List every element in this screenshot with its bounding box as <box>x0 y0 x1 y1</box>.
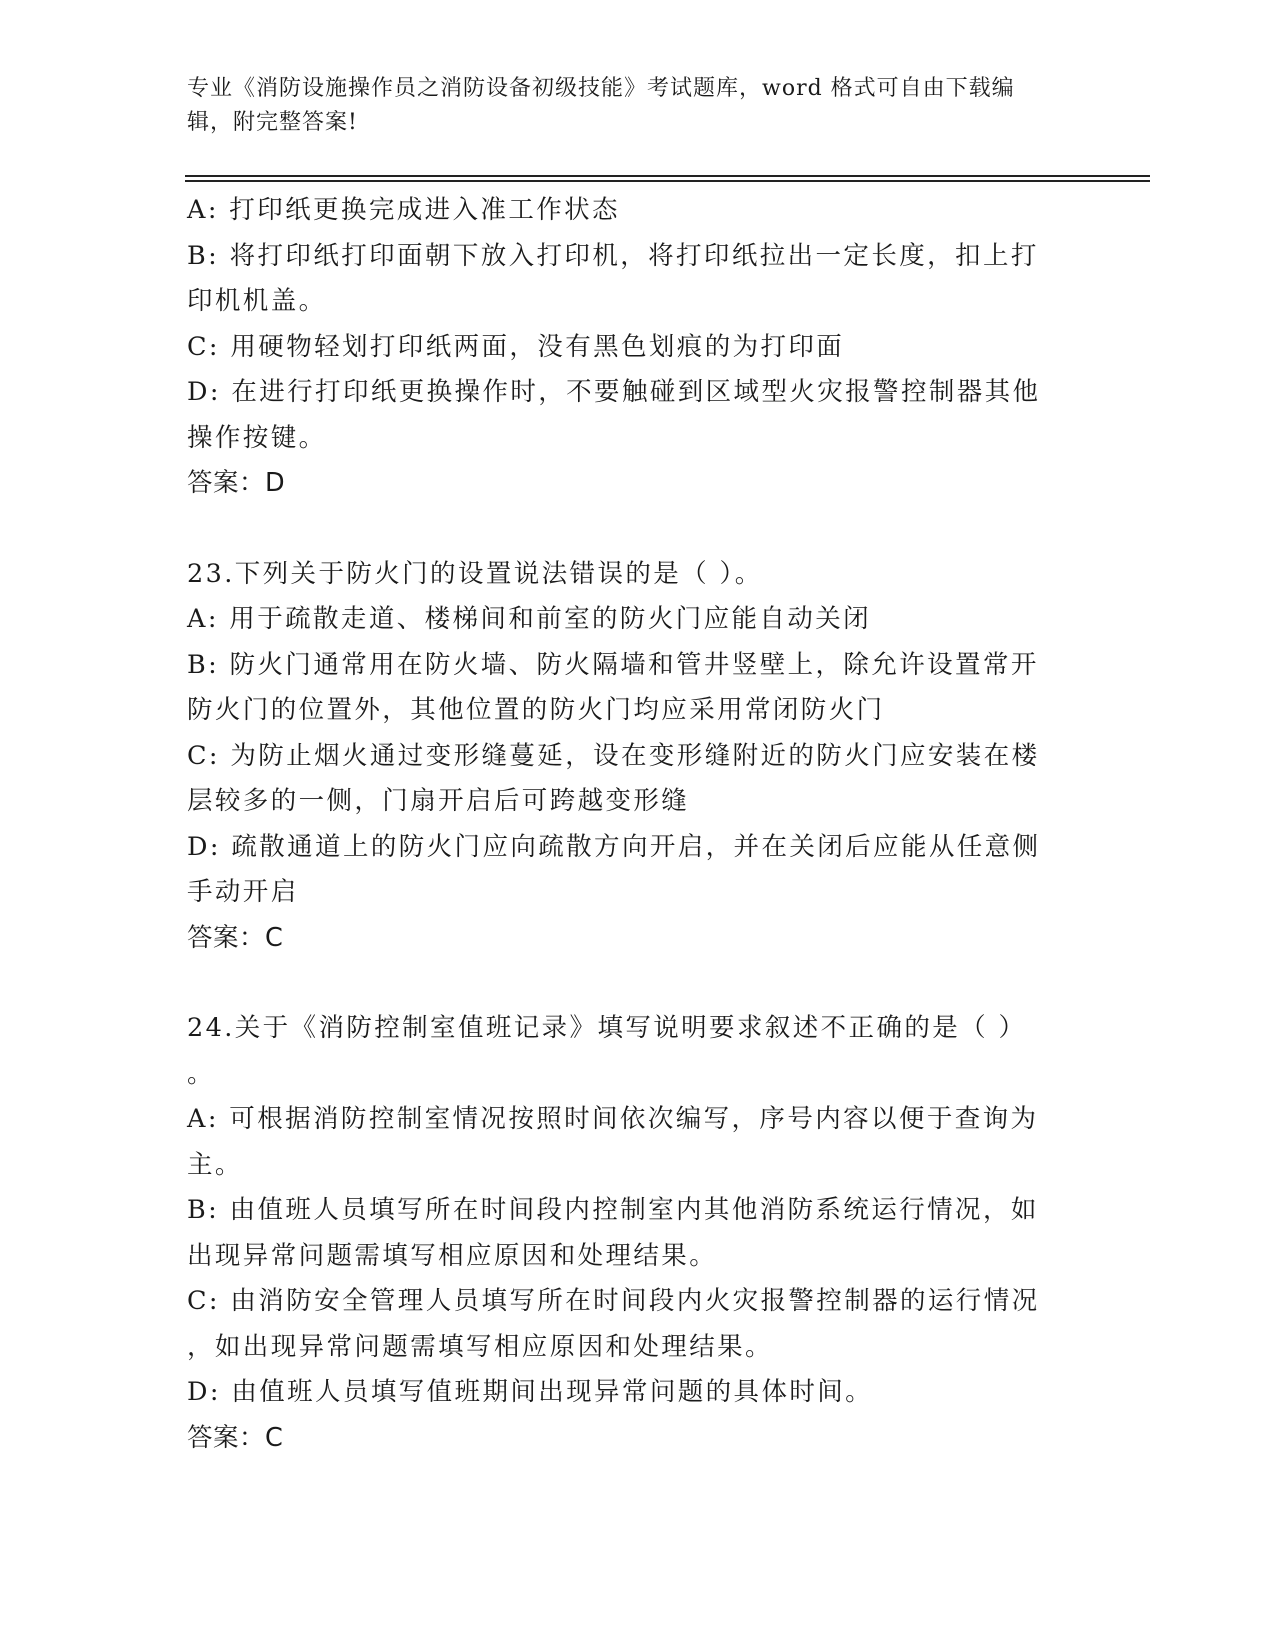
option-b: B: 防火门通常用在防火墙、防火隔墙和管井竖壁上，除允许设置常开 <box>187 649 1039 680</box>
option-a: A: 打印纸更换完成进入准工作状态 <box>187 195 620 225</box>
question-22 <box>187 188 1067 507</box>
option-a: A: 可根据消防控制室情况按照时间依次编写，序号内容以便于查询为 <box>187 1104 1039 1134</box>
option-d: D: 在进行打印纸更换操作时，不要触碰到区域型火灾报警控制器其他 <box>187 377 1041 407</box>
option-b: B: 将打印纸打印面朝下放入打印机，将打印纸拉出一定长度，扣上打 <box>187 240 1039 271</box>
answer: 答案：C <box>187 1422 284 1453</box>
header-divider-bottom <box>185 180 1150 182</box>
question-24 <box>187 1006 1067 1461</box>
option-d: D: 疏散通道上的防火门应向疏散方向开启，并在关闭后应能从任意侧 <box>187 831 1041 862</box>
question-stem: 24.关于《消防控制室值班记录》填写说明要求叙述不正确的是（ ） <box>187 1013 1027 1043</box>
option-a: A: 用于疏散走道、楼梯间和前室的防火门应能自动关闭 <box>187 604 872 634</box>
spacer <box>187 507 1067 552</box>
question-stem-continued: 。 <box>187 1058 215 1089</box>
option-c: C: 为防止烟火通过变形缝蔓延，设在变形缝附近的防火门应安装在楼 <box>187 740 1040 771</box>
option-b-continued: 防火门的位置外，其他位置的防火门均应采用常闭防火门 <box>187 695 885 725</box>
option-d: D: 由值班人员填写值班期间出现异常问题的具体时间。 <box>187 1377 874 1407</box>
option-c: C: 用硬物轻划打印纸两面，没有黑色划痕的为打印面 <box>187 331 845 362</box>
header-line-1: 专业《消防设施操作员之消防设备初级技能》考试题库，word 格式可自由下载编 <box>187 76 1015 101</box>
question-content <box>187 188 1067 1461</box>
question-stem: 23.下列关于防火门的设置说法错误的是（ ）。 <box>187 558 763 589</box>
option-c-continued: 层较多的一侧，门扇开启后可跨越变形缝 <box>187 786 690 816</box>
option-c: C: 由消防安全管理人员填写所在时间段内火灾报警控制器的运行情况 <box>187 1286 1040 1316</box>
header-line-2: 辑，附完整答案! <box>187 110 358 135</box>
option-d-continued: 手动开启 <box>187 877 299 907</box>
answer: 答案：C <box>187 922 284 953</box>
option-c-continued: ，如出现异常问题需填写相应原因和处理结果。 <box>187 1331 773 1362</box>
question-23 <box>187 552 1067 962</box>
option-b-continued: 出现异常问题需填写相应原因和处理结果。 <box>187 1240 718 1271</box>
option-a-continued: 主。 <box>187 1149 243 1180</box>
answer: 答案：D <box>187 468 286 498</box>
option-b: B: 由值班人员填写所在时间段内控制室内其他消防系统运行情况，如 <box>187 1195 1039 1225</box>
option-d-continued: 操作按键。 <box>187 422 327 453</box>
option-b-continued: 印机机盖。 <box>187 286 327 316</box>
document-header <box>187 72 1067 140</box>
spacer <box>187 961 1067 1006</box>
header-divider-top <box>185 175 1150 177</box>
